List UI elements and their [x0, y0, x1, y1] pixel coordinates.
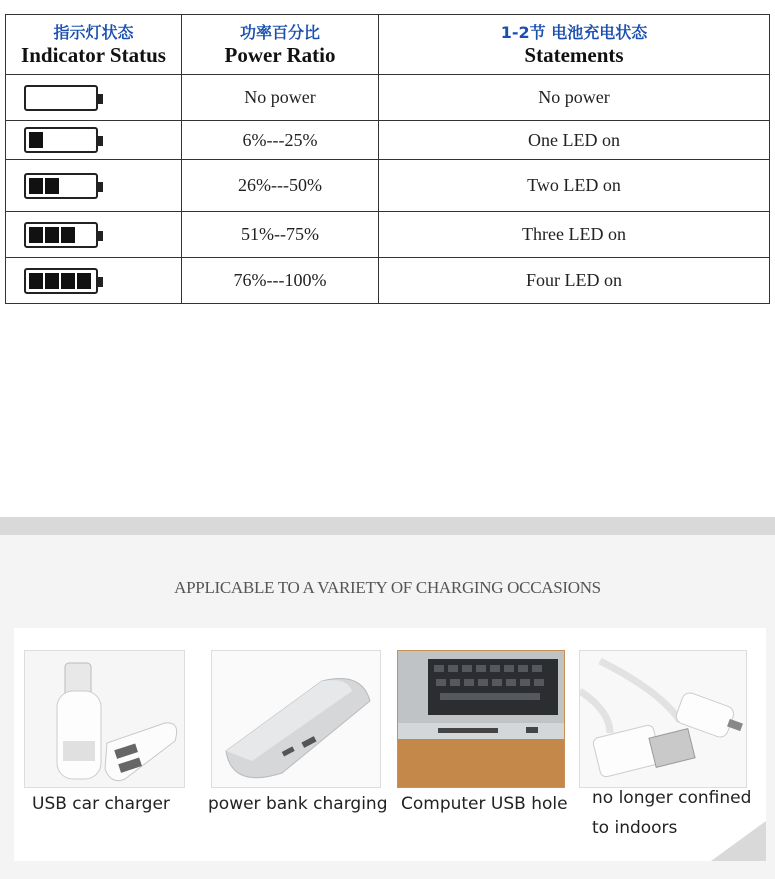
indicator-cell — [6, 212, 182, 258]
indoors-label-line1: no longer confined — [592, 788, 752, 808]
occasions-panel — [14, 628, 766, 861]
corner-decoration — [711, 821, 766, 861]
usb-cable-icon — [580, 651, 747, 788]
ratio-cell: No power — [182, 75, 379, 121]
header-cn: 1-2节 电池充电状态 — [500, 22, 648, 42]
power-bank-icon — [212, 651, 381, 788]
indicator-cell — [6, 258, 182, 304]
header-cn: 功率百分比 — [239, 22, 320, 42]
led-segment — [45, 178, 59, 194]
table-row — [6, 160, 770, 212]
ratio-cell: 26%---50% — [182, 160, 379, 212]
led-segment — [29, 178, 43, 194]
car-charger-label: USB car charger — [32, 794, 170, 814]
table-header-row — [6, 15, 770, 75]
statement-cell: One LED on — [379, 121, 770, 160]
led-segment — [29, 227, 43, 243]
indoors-label-line2: to indoors — [592, 818, 678, 838]
car-charger-icon — [25, 651, 185, 788]
indicator-cell — [6, 160, 182, 212]
indicator-cell — [6, 75, 182, 121]
led-segment — [61, 273, 75, 289]
statement-cell: No power — [379, 75, 770, 121]
ratio-cell: 6%---25% — [182, 121, 379, 160]
power-bank-image — [211, 650, 381, 788]
battery-4-icon — [24, 268, 98, 294]
battery-0-icon — [24, 85, 98, 111]
table-row — [6, 75, 770, 121]
header-en: Statements — [524, 42, 624, 67]
battery-1-icon — [24, 127, 98, 153]
indicator-table-container — [5, 14, 770, 304]
led-segment — [45, 273, 59, 289]
battery-2-icon — [24, 173, 98, 199]
ratio-cell: 51%--75% — [182, 212, 379, 258]
table-row — [6, 212, 770, 258]
header-power-ratio — [182, 15, 379, 75]
led-segment — [77, 273, 91, 289]
laptop-image — [397, 650, 565, 788]
table-row — [6, 121, 770, 160]
car-charger-image — [24, 650, 185, 788]
occasions-caption: APPLICABLE TO A VARIETY OF CHARGING OCCASIONS — [174, 578, 601, 597]
statement-cell: Two LED on — [379, 160, 770, 212]
header-statements — [379, 15, 770, 75]
usb-cable-image — [579, 650, 747, 788]
led-segment — [45, 227, 59, 243]
indicator-table — [5, 14, 770, 304]
ratio-cell: 76%---100% — [182, 258, 379, 304]
header-en: Indicator Status — [21, 42, 166, 67]
table-row — [6, 258, 770, 304]
power-bank-label: power bank charging — [208, 794, 388, 814]
computer-usb-label: Computer USB hole — [401, 794, 568, 814]
occasions-section — [0, 517, 775, 879]
laptop-icon — [398, 651, 565, 788]
battery-3-icon — [24, 222, 98, 248]
header-en: Power Ratio — [224, 42, 336, 67]
statement-cell: Three LED on — [379, 212, 770, 258]
led-segment — [29, 132, 43, 148]
statement-cell: Four LED on — [379, 258, 770, 304]
led-segment — [61, 227, 75, 243]
led-segment — [29, 273, 43, 289]
header-indicator-status — [6, 15, 182, 75]
header-cn: 指示灯状态 — [53, 22, 134, 42]
indicator-cell — [6, 121, 182, 160]
